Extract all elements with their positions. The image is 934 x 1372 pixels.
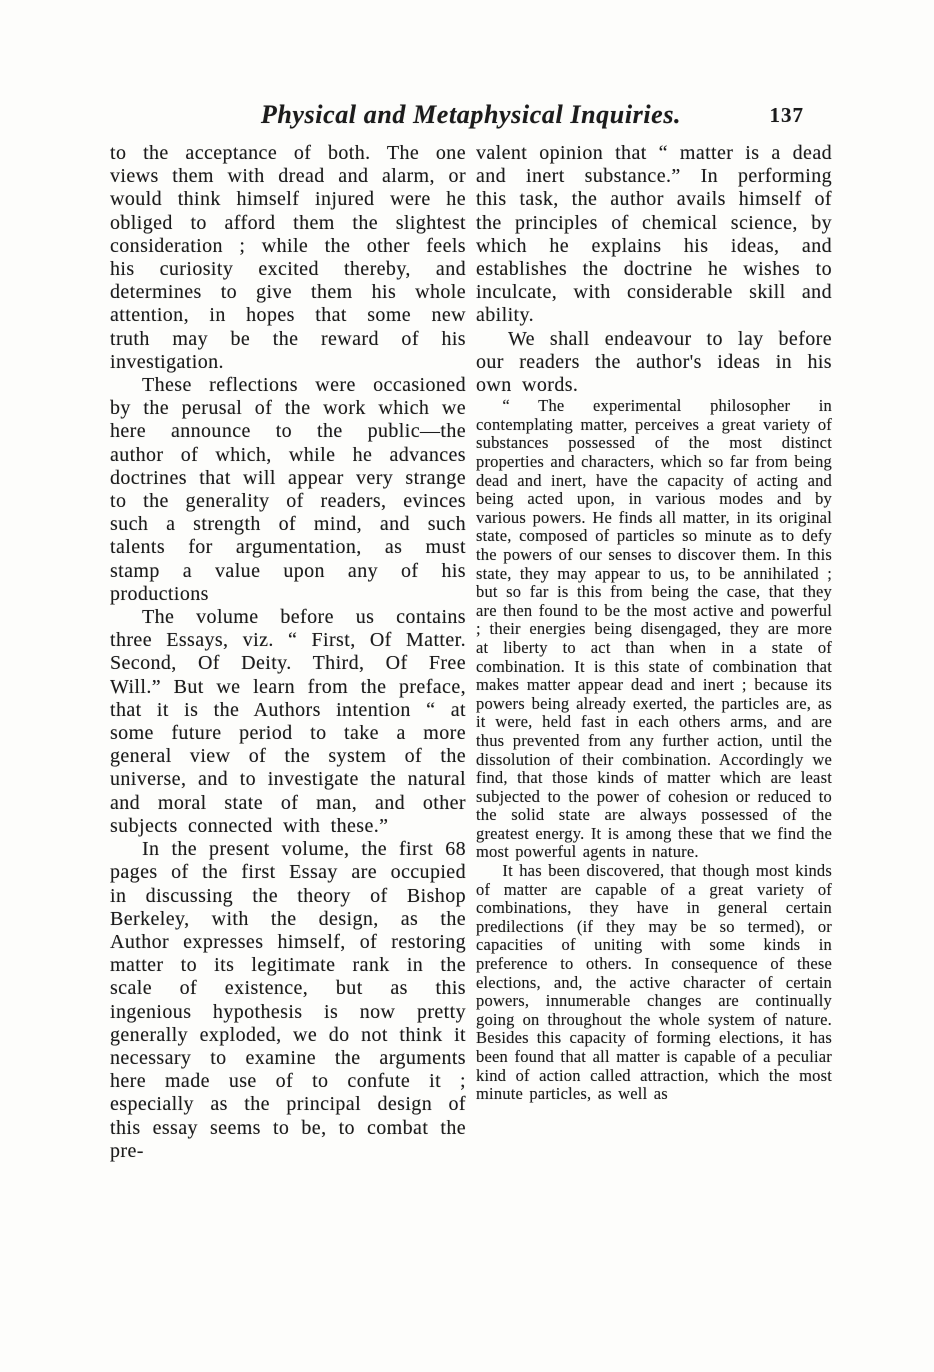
text-columns	[110, 142, 832, 1163]
left-paragraph-present-volume: In the present volume, the first 68 pages of the first Essay are occupied in discussing the theory of Bishop Berkeley, with the design, as the Author expresses himself, of restoring matter to its legitimate rank in the scale of existence, but as this ingenious hypothesis is now pretty generally exploded, we do not think it necessary to examine the arguments here made use of to confute it ; especially as the principal design of this essay seems to be, to combat the pre-	[110, 838, 466, 1162]
page-header	[110, 100, 832, 136]
right-quote-experimental-philosopher: “ The experimental philosopher in contemplating matter, perceives a great variety of substances possessed of the most distinct properties and characters, which so far from being dead and inert, have the capacity of acting and being acted upon, in various modes and by various powers. He finds all matter, in its original state, composed of particles so minute as to defy the powers of our senses to discover them. In this state, they may appear to us, to be annihilated ; but so far is this from being the case, that they are then found to be the most active and powerful ; their energies being disengaged, they are more at liberty to act than when in a state of combination. It is this state of combination that makes matter appear dead and inert ; because its powers being already exerted, the particles are, as it were, held fast in each others arms, and are thus prevented from any further action, until the dissolution of their combination. Accordingly we find, that those kinds of matter which are least subjected to the power of cohesion or reduced to the solid state are always possessed of the greatest energy. It is among these that we find the most powerful agents in nature.	[476, 396, 832, 862]
left-column	[110, 142, 466, 1163]
right-paragraph-endeavour: We shall endeavour to lay before our readers the author's ideas in his own words.	[476, 327, 832, 397]
left-paragraph-volume-contents: The volume before us contains three Essays, viz. “ First, Of Matter. Second, Of Deity. Third, Of Free Will.” But we learn from the preface, that it is the Authors intention “ at some future period to take a more general view of the system of the universe, and to investigate the natural and moral state of man, and other subjects connected with these.”	[110, 606, 466, 837]
right-quote-discovered: It has been discovered, that though most kinds of matter are capable of a great variety of combinations, they have in general certain predilections (if they may be so termed), or capacities of uniting with some kinds in preference to others. In consequence of these elections, and, the active character of certain powers, innumerable changes are continually going on throughout the whole system of nature. Besides this capacity of forming elections, it has been found that all matter is capable of a peculiar kind of action called attraction, which the most minute particles, as well as	[476, 861, 832, 1104]
left-paragraph-continuation: to the acceptance of both. The one views them with dread and alarm, or would think himself injured were he obliged to afford them the slightest consideration ; while the other feels his curiosity excited thereby, and determines to give them his whole attention, in hopes that some new truth may be the reward of his investigation.	[110, 142, 466, 373]
left-paragraph-reflections: These reflections were occasioned by the perusal of the work which we here announce to the public—the author of which, while he advances doctrines that will appear very strange to the generality of readers, evinces such a strength of mind, and such talents for argumentation, as must stamp a value upon any of his productions	[110, 374, 466, 605]
right-column	[476, 142, 832, 1163]
page-number: 137	[769, 103, 804, 127]
right-paragraph-continuation: valent opinion that “ matter is a dead and inert substance.” In performing this task, the author avails himself of the principles of chemical science, by which he explains his ideas, and establishes the doctrine he wishes to inculcate, with considerable skill and ability.	[476, 142, 832, 327]
page-title: Physical and Metaphysical Inquiries.	[260, 100, 682, 129]
